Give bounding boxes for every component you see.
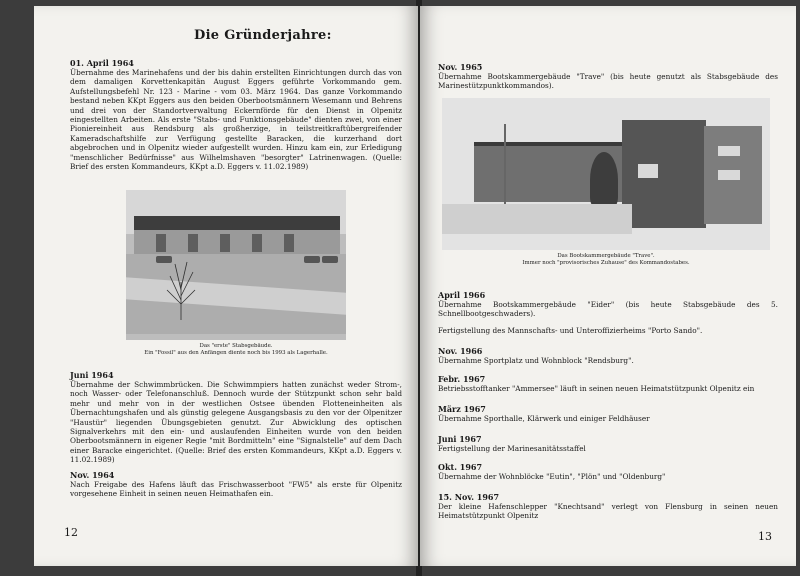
entry-maerz-1967 bbox=[438, 404, 778, 423]
entry-text: Fertigstellung der Marinesanitätsstaffel bbox=[438, 444, 586, 453]
entry-febr-1967 bbox=[438, 374, 778, 393]
tree-icon bbox=[166, 260, 196, 320]
entry-text: Betriebsstofftanker "Ammersee" läuft in seinen neuen Heimatstützpunkt Olpenitz ein bbox=[438, 384, 755, 393]
entry-text: Übernahme Sporthalle, Klärwerk und einiger Feldhäuser bbox=[438, 414, 650, 423]
page-title: Die Gründerjahre: bbox=[194, 28, 332, 43]
right-page bbox=[420, 6, 796, 566]
entry-date: Nov. 1964 bbox=[70, 470, 115, 480]
entry-text: Übernahme der Schwimmbrücken. Die Schwimmpiers hatten zunächst weder Strom-, noch Wasser- oder Telefonanschluß. Dennoch wurde der Stützpunkt schon sehr bald mehr und mehr von in der westlichen Ostsee übenden Flotteneinheiten als Übernachtungshafen und als günstig gelegene Ausgangsbasis zu den vor der Olpenitzer "Haustür" liegenden Übungsgebieten genutzt. Zur Abwicklung des optischen Signalverkehrs mit den ein- und auslaufenden Einheiten wurde von den beiden Oberbootsmännern in eigener Regie "mit Bordmitteln" eine "Signalstelle" auf dem Dach einer Baracke eingerichtet. (Quelle: Brief des ersten Kommandeurs, KKpt a.D. Eggers v. 11.02.1989) bbox=[70, 380, 402, 465]
entry-porto-sando bbox=[438, 326, 778, 335]
caption-line-1: Das Bootskammergebäude "Trave". bbox=[557, 253, 655, 259]
entry-okt-1967 bbox=[438, 462, 778, 481]
entry-date: Juni 1964 bbox=[70, 370, 114, 380]
entry-date: Juni 1967 bbox=[438, 434, 482, 444]
entry-april-1964 bbox=[70, 58, 402, 171]
photo-first-staff-building bbox=[126, 190, 346, 340]
entry-nov-1964 bbox=[70, 470, 402, 499]
entry-juni-1967 bbox=[438, 434, 778, 453]
entry-text: Der kleine Hafenschlepper "Knechtsand" verlegt von Flensburg in seinen neuen Heimatstützpunkt Olpenitz bbox=[438, 502, 778, 521]
photo-trave-building bbox=[442, 98, 770, 250]
entry-text: Fertigstellung des Mannschafts- und Unteroffizierheims "Porto Sando". bbox=[438, 326, 703, 335]
caption-line-1: Das "erste" Stabsgebäude. bbox=[199, 343, 273, 349]
entry-text: Übernahme des Marinehafens und der bis dahin erstellten Einrichtungen durch das von dem damaligen Korvettenkapitän August Eggers geführte Vorkommando gem. Aufstellungsbefehl Nr. 123 - Marine - vom 03. März 1964. Das ganze Vorkommando bestand neben KKpt Eggers aus den beiden Oberbootsmännern Wesemann und Behrens und drei von der Standortverwaltung Eckernförde für den Dienst in Olpenitz eingestellten Arbeiten. Als erste "Stabs- und Funktionsgebäude" dienten zwei, von einer Pioniereinheit aus Rendsburg als großherzige, in teilstreitkraftübergreifender Kameradschaftshilfe zur Verfügung gestellte Baracken, die kurzerhand dort abgebrochen und in Olpenitz wieder aufgestellt wurden. Hinzu kam ein, zur Erledigung "menschlicher Bedürfnisse" aus Wilhelmshaven "besorgter" Latrinenwagen. (Quelle: Brief des ersten Kommandeurs, KKpt a.D. Eggers v. 11.02.1989) bbox=[70, 68, 402, 172]
entry-date: April 1966 bbox=[438, 290, 486, 300]
caption-line-2: Ein "Fossil" aus den Anfängen diente noch bis 1993 als Lagerhalle. bbox=[144, 350, 328, 356]
left-page bbox=[34, 6, 418, 566]
page-number: 12 bbox=[64, 526, 78, 539]
entry-date: Febr. 1967 bbox=[438, 374, 486, 384]
entry-text: Übernahme Sportplatz und Wohnblock "Rendsburg". bbox=[438, 356, 634, 365]
entry-date: 15. Nov. 1967 bbox=[438, 492, 500, 502]
entry-april-1966 bbox=[438, 290, 778, 319]
entry-date: 01. April 1964 bbox=[70, 58, 134, 68]
entry-date: März 1967 bbox=[438, 404, 486, 414]
entry-nov-1965 bbox=[438, 62, 778, 91]
entry-date: Nov. 1965 bbox=[438, 62, 483, 72]
caption-line-2: Immer noch "provisorisches Zuhause" des Kommandostabes. bbox=[522, 260, 690, 266]
entry-juni-1964 bbox=[70, 370, 402, 465]
photo-caption bbox=[126, 343, 346, 357]
entry-text: Übernahme Bootskammergebäude "Eider" (bis heute Stabsgebäude des 5. Schnellbootgeschwaders). bbox=[438, 300, 778, 319]
photo-caption bbox=[442, 253, 770, 267]
entry-text: Übernahme Bootskammergebäude "Trave" (bis heute genutzt als Stabsgebäude des Marinestützpunktkommandos). bbox=[438, 72, 778, 91]
entry-text: Nach Freigabe des Hafens läuft das Frischwasserboot "FW5" als erste für Olpenitz vorgesehene Einheit in seinen neuen Heimathafen ein. bbox=[70, 480, 402, 499]
entry-15-nov-1967 bbox=[438, 492, 778, 521]
entry-nov-1966 bbox=[438, 346, 778, 365]
entry-text: Übernahme der Wohnblöcke "Eutin", "Plön" und "Oldenburg" bbox=[438, 472, 666, 481]
entry-date: Okt. 1967 bbox=[438, 462, 483, 472]
page-number: 13 bbox=[758, 530, 772, 543]
entry-date: Nov. 1966 bbox=[438, 346, 483, 356]
